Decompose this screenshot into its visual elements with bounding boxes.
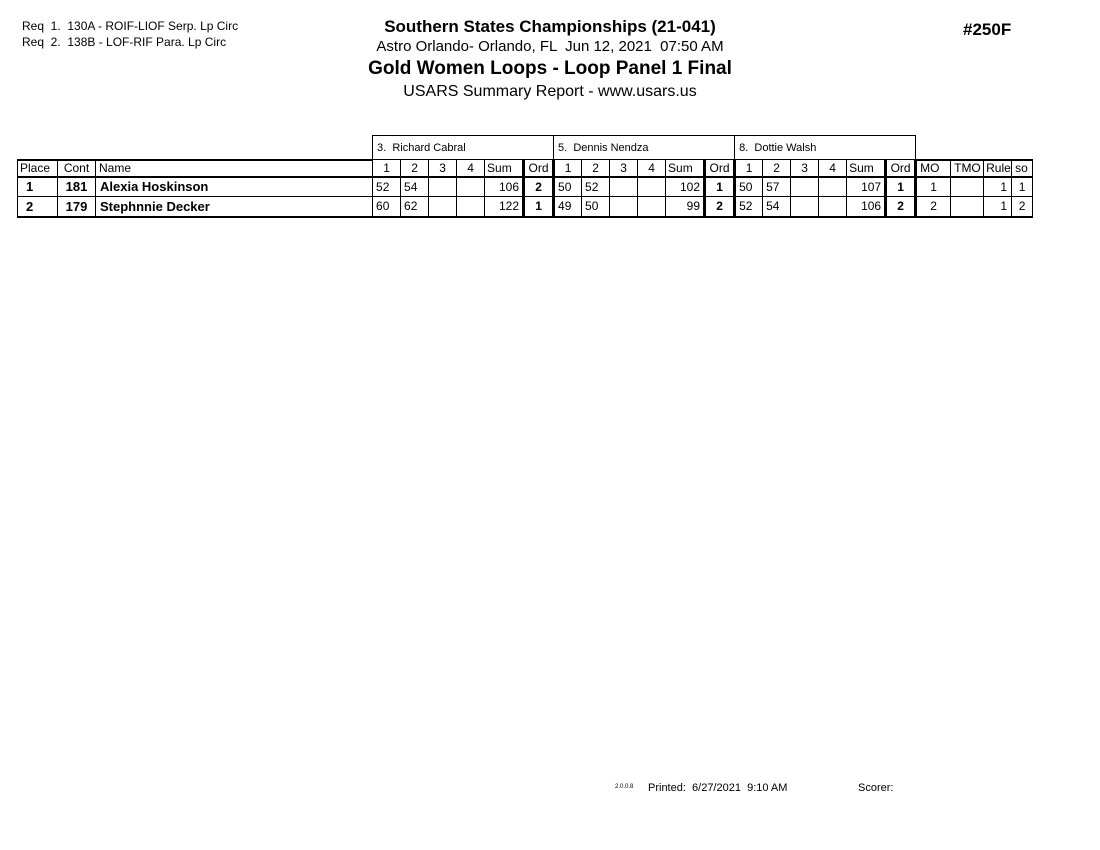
- mo-cell: 1: [916, 177, 951, 197]
- j1-ordinal: 1: [524, 197, 554, 217]
- j2-score-2: 52: [582, 177, 610, 197]
- j1-ordinal: 2: [524, 177, 554, 197]
- j1-score-4: [457, 197, 485, 217]
- tmo-cell: [951, 197, 984, 217]
- j2-score-1: 50: [554, 177, 582, 197]
- j1-score-2: 54: [401, 177, 429, 197]
- j3-score-4: [819, 197, 847, 217]
- requirement-2: Req 2. 138B - LOF-RIF Para. Lp Circ: [22, 35, 227, 49]
- column-header-row: [18, 160, 1033, 177]
- software-version: 2.0.0.8: [615, 784, 634, 790]
- j3-col-ord: Ord: [886, 160, 916, 177]
- results-table: [17, 135, 1033, 218]
- venue-date-line: Astro Orlando- Orlando, FL Jun 12, 2021 07:50 AM: [376, 38, 724, 55]
- j3-col-sum: Sum: [847, 160, 886, 177]
- col-header-name: Name: [96, 160, 373, 177]
- col-header-tmo: TMO: [951, 160, 984, 177]
- j3-ordinal: 2: [886, 197, 916, 217]
- contestant-number-cell: 179: [58, 197, 96, 217]
- j1-score-2: 62: [401, 197, 429, 217]
- j3-score-4: [819, 177, 847, 197]
- table-row: [18, 197, 1033, 217]
- mo-cell: 2: [916, 197, 951, 217]
- j1-col-2: 2: [401, 160, 429, 177]
- col-header-cont: Cont: [58, 160, 96, 177]
- j2-sum: 99: [666, 197, 705, 217]
- j3-sum: 107: [847, 177, 886, 197]
- rule-cell: 1: [984, 197, 1012, 217]
- j1-score-1: 52: [373, 177, 401, 197]
- so-cell: 1: [1012, 177, 1033, 197]
- skater-name-cell: Stephnnie Decker: [96, 197, 373, 217]
- j3-score-2: 54: [763, 197, 791, 217]
- place-cell: 2: [18, 197, 58, 217]
- contestant-number-cell: 181: [58, 177, 96, 197]
- col-header-rule: Rule: [984, 160, 1012, 177]
- col-header-so: so: [1012, 160, 1033, 177]
- event-title: Gold Women Loops - Loop Panel 1 Final: [368, 58, 732, 79]
- rule-cell: 1: [984, 177, 1012, 197]
- j3-ordinal: 1: [886, 177, 916, 197]
- j2-col-sum: Sum: [666, 160, 705, 177]
- j2-score-2: 50: [582, 197, 610, 217]
- j3-score-1: 52: [735, 197, 763, 217]
- j2-ordinal: 1: [705, 177, 735, 197]
- so-cell: 2: [1012, 197, 1033, 217]
- j1-sum: 122: [485, 197, 524, 217]
- j1-col-ord: Ord: [524, 160, 554, 177]
- j2-score-3: [610, 177, 638, 197]
- j1-score-3: [429, 177, 457, 197]
- j1-col-3: 3: [429, 160, 457, 177]
- j2-score-4: [638, 177, 666, 197]
- table-row: [18, 177, 1033, 197]
- judge-1-name: 3. Richard Cabral: [373, 136, 554, 160]
- j3-col-2: 2: [763, 160, 791, 177]
- j1-col-sum: Sum: [485, 160, 524, 177]
- j2-score-3: [610, 197, 638, 217]
- j2-col-2: 2: [582, 160, 610, 177]
- place-cell: 1: [18, 177, 58, 197]
- j3-score-1: 50: [735, 177, 763, 197]
- j2-score-4: [638, 197, 666, 217]
- j3-col-1: 1: [735, 160, 763, 177]
- col-header-mo: MO: [916, 160, 951, 177]
- j2-col-ord: Ord: [705, 160, 735, 177]
- j2-ordinal: 2: [705, 197, 735, 217]
- j3-sum: 106: [847, 197, 886, 217]
- skater-name-cell: Alexia Hoskinson: [96, 177, 373, 197]
- j2-sum: 102: [666, 177, 705, 197]
- j3-score-3: [791, 177, 819, 197]
- judge-2-name: 5. Dennis Nendza: [554, 136, 735, 160]
- j1-score-1: 60: [373, 197, 401, 217]
- printed-timestamp: Printed: 6/27/2021 9:10 AM: [648, 782, 788, 794]
- judge-row-spacer-left: [18, 136, 373, 160]
- championship-title: Southern States Championships (21-041): [384, 17, 716, 36]
- judge-row-spacer-right: [916, 136, 1033, 160]
- j3-col-4: 4: [819, 160, 847, 177]
- j2-col-3: 3: [610, 160, 638, 177]
- j2-col-4: 4: [638, 160, 666, 177]
- judge-3-name: 8. Dottie Walsh: [735, 136, 916, 160]
- j3-col-3: 3: [791, 160, 819, 177]
- doc-number: #250F: [963, 20, 1012, 39]
- j3-score-3: [791, 197, 819, 217]
- j2-score-1: 49: [554, 197, 582, 217]
- j2-col-1: 1: [554, 160, 582, 177]
- j3-score-2: 57: [763, 177, 791, 197]
- requirement-1: Req 1. 130A - ROIF-LIOF Serp. Lp Circ: [22, 19, 239, 33]
- j1-col-1: 1: [373, 160, 401, 177]
- j1-col-4: 4: [457, 160, 485, 177]
- tmo-cell: [951, 177, 984, 197]
- j1-score-3: [429, 197, 457, 217]
- col-header-place: Place: [18, 160, 58, 177]
- report-title: USARS Summary Report - www.usars.us: [403, 83, 697, 100]
- title-block: [0, 16, 1100, 102]
- j1-score-4: [457, 177, 485, 197]
- judge-header-row: [18, 136, 1033, 160]
- j1-sum: 106: [485, 177, 524, 197]
- scorer-label: Scorer:: [858, 782, 894, 794]
